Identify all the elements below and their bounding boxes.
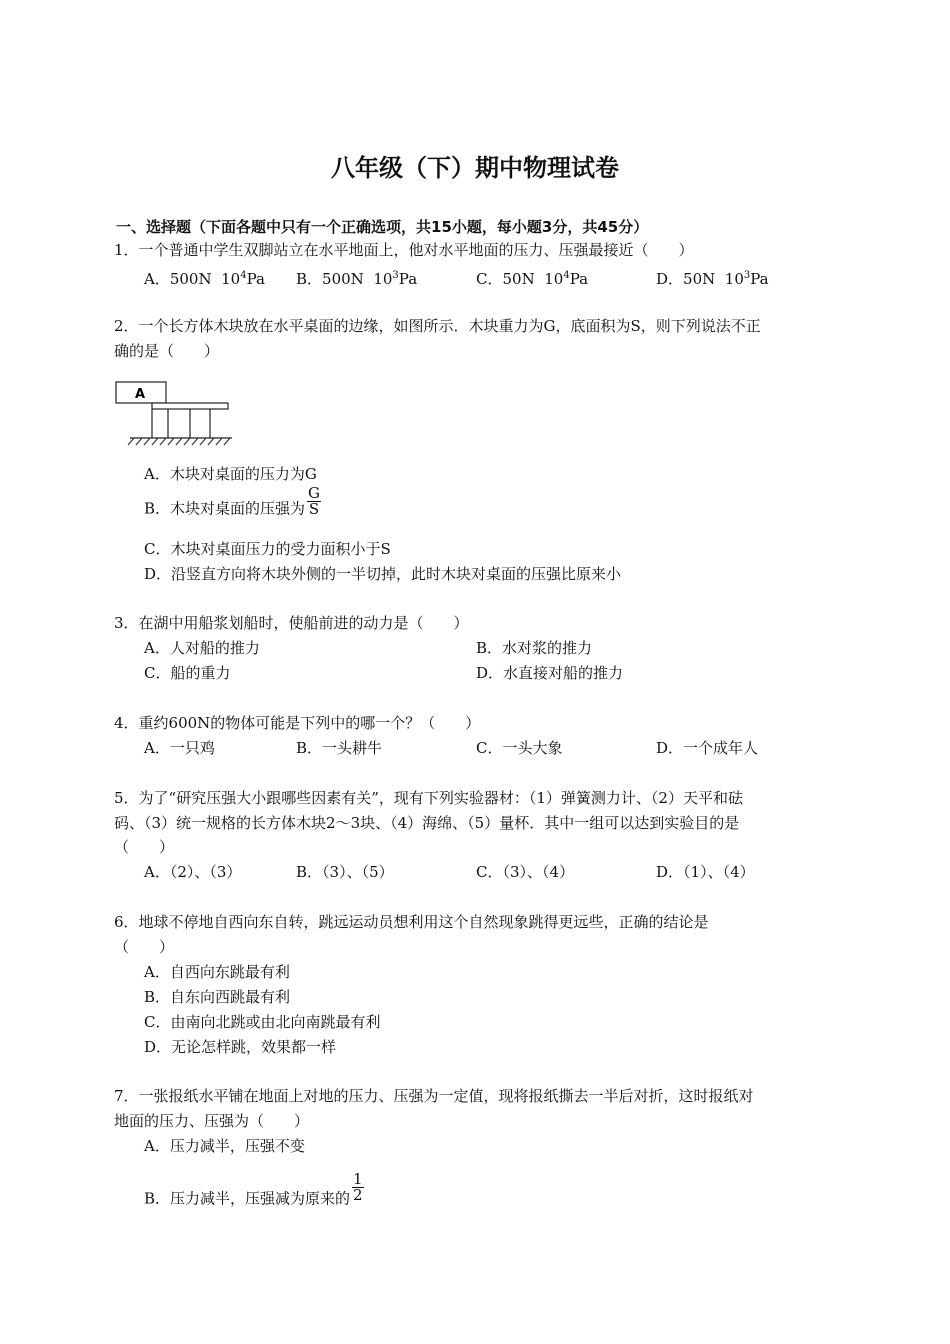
- section-heading: 一、选择题（下面各题中只有一个正确选项，共15小题，每小题3分，共45分）: [116, 218, 649, 236]
- question-2-stem-line2: 确的是（ ）: [114, 342, 220, 360]
- question-3-stem: 3．在湖中用船浆划船时，使船前进的动力是（ ）: [114, 614, 469, 632]
- question-4-stem: 4．重约600N的物体可能是下列中的哪一个？（ ）: [114, 714, 481, 732]
- question-1-option-b: B．500N $10^3Pa$: [296, 270, 418, 288]
- question-6-option-c: C．由南向北跳或由北向南跳最有利: [144, 1013, 381, 1031]
- question-2-stem-line1: 2．一个长方体木块放在水平桌面的边缘，如图所示．木块重力为G，底面积为S，则下列说法不正: [114, 317, 761, 335]
- question-6-option-d: D．无论怎样跳，效果都一样: [144, 1038, 337, 1056]
- question-4-option-d: D．一个成年人: [656, 739, 759, 757]
- question-3-option-c: C．船的重力: [144, 664, 231, 682]
- question-3-option-b: B．水对浆的推力: [476, 639, 593, 657]
- question-4-option-b: B．一头耕牛: [296, 739, 383, 757]
- question-5-option-d: D．（1）、（4）: [656, 863, 755, 881]
- question-7-stem-line2: 地面的压力、压强为（ ）: [114, 1112, 310, 1130]
- fraction-one-half: $\frac{1}{2}$: [353, 1170, 363, 1204]
- block-on-table-figure: [112, 378, 236, 450]
- question-4-option-a: A．一只鸡: [144, 739, 215, 757]
- question-6-stem-line1: 6．地球不停地自西向东自转，跳远运动员想利用这个自然现象跳得更远些，正确的结论是: [114, 913, 709, 931]
- question-2-option-c: C．木块对桌面压力的受力面积小于S: [144, 540, 391, 558]
- question-5-option-a: A．（2）、（3）: [144, 863, 242, 881]
- question-7-stem-line1: 7．一张报纸水平铺在地面上对地的压力、压强为一定值，现将报纸撕去一半后对折，这时报纸对: [114, 1087, 754, 1105]
- block-label: A: [134, 387, 146, 402]
- question-3-option-a: A．人对船的推力: [144, 639, 260, 657]
- question-6-stem-line2: （ ）: [114, 938, 175, 956]
- question-5-stem-line3: （ ）: [114, 838, 175, 856]
- question-7-option-b: B．压力减半，压强减为原来的 $\frac{1}{2}$: [144, 1170, 363, 1208]
- question-3-option-d: D．水直接对船的推力: [476, 664, 624, 682]
- question-1-option-c: C．50N $10^4Pa$: [476, 270, 589, 288]
- question-1-stem: 1．一个普通中学生双脚站立在水平地面上，他对水平地面的压力、压强最接近（ ）: [114, 241, 694, 259]
- question-4-option-c: C．一头大象: [476, 739, 563, 757]
- table-top: [152, 403, 228, 409]
- question-1-option-a: A．500N $10^4Pa$: [144, 270, 265, 288]
- question-7-option-a: A．压力减半，压强不变: [144, 1137, 305, 1155]
- question-5-stem-line2: 码、（3）统一规格的长方体木块2～3块、（4）海绵、（5）量杯．其中一组可以达到实验目的是: [114, 814, 740, 832]
- question-2-option-a: A．木块对桌面的压力为G: [144, 465, 317, 483]
- question-1-option-d: D．50N $10^3Pa$: [656, 270, 769, 288]
- page-title: 八年级（下）期中物理试卷: [331, 154, 619, 182]
- fraction-g-over-s: $\frac{G}{S}$: [308, 484, 321, 518]
- question-2-option-d: D．沿竖直方向将木块外侧的一半切掉，此时木块对桌面的压强比原来小: [144, 565, 622, 583]
- ground-hatching: [128, 438, 230, 445]
- question-6-option-b: B．自东向西跳最有利: [144, 988, 291, 1006]
- question-6-option-a: A．自西向东跳最有利: [144, 963, 290, 981]
- question-2-option-b: B．木块对桌面的压强为 $\frac{G}{S}$: [144, 484, 321, 518]
- question-5-option-c: C．（3）、（4）: [476, 863, 575, 881]
- question-5-stem-line1: 5．为了“研究压强大小跟哪些因素有关”，现有下列实验器材：（1）弹簧测力计、（2）天平和砝: [114, 789, 743, 807]
- question-5-option-b: B．（3）、（5）: [296, 863, 394, 881]
